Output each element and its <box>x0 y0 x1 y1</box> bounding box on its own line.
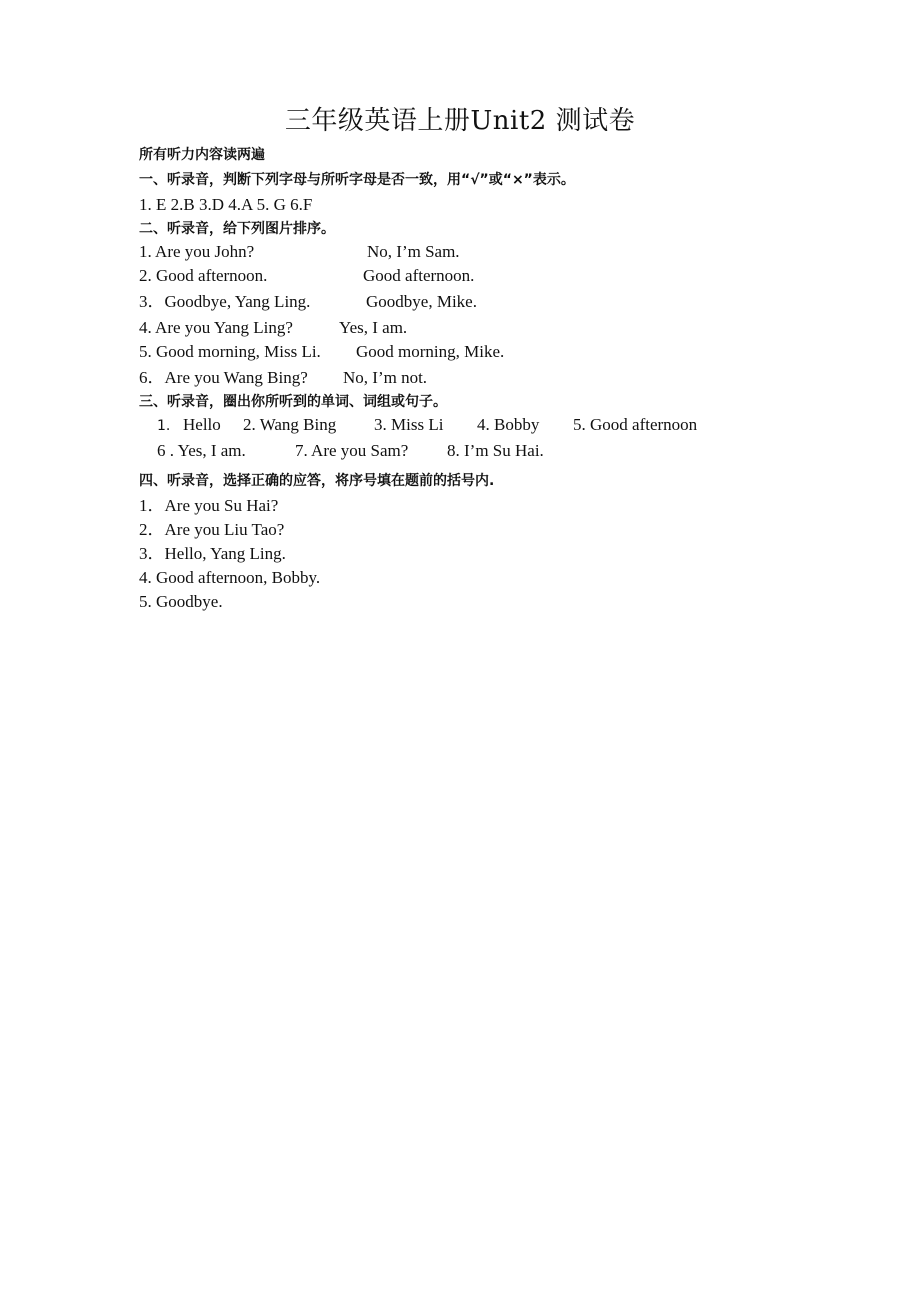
dialogue-1-question: 1. Are you John? <box>139 242 255 261</box>
choice-1-number: 1. <box>157 418 171 434</box>
dialogue-4-answer: Yes, I am. <box>339 318 408 337</box>
choice-6: 6 . Yes, I am. <box>157 441 246 460</box>
choice-8: 8. I’m Su Hai. <box>447 441 544 460</box>
listening-note: 所有听力内容读两遍 <box>139 147 265 163</box>
choice-3: 3. Miss Li <box>374 415 444 434</box>
choice-4: 4. Bobby <box>477 415 540 434</box>
section-1-answers: 1. E 2.B 3.D 4.A 5. G 6.F <box>139 195 313 214</box>
dialogue-6-answer: No, I’m not. <box>343 368 428 387</box>
section-1-heading: 一、听录音，判断下列字母与所听字母是否一致，用“√”或“×”表示。 <box>139 172 575 188</box>
choice-2: 2. Wang Bing <box>243 415 337 434</box>
response-item-1: 1．Are you Su Hai? <box>139 496 279 515</box>
section-4-heading: 四、听录音，选择正确的应答，将序号填在题前的括号内. <box>139 473 495 489</box>
dialogue-6-question: 6．Are you Wang Bing? <box>139 368 308 387</box>
dialogue-3-answer: Goodbye, Mike. <box>366 292 477 311</box>
dialogue-4-question: 4. Are you Yang Ling? <box>139 318 293 337</box>
response-item-4: 4. Good afternoon, Bobby. <box>139 568 321 587</box>
dialogue-2-answer: Good afternoon. <box>363 266 475 285</box>
dialogue-1-answer: No, I’m Sam. <box>367 242 460 261</box>
section-3-heading: 三、听录音，圈出你所听到的单词、词组或句子。 <box>139 394 447 410</box>
dialogue-5-question: 5. Good morning, Miss Li. <box>139 342 321 361</box>
page-title: 三年级英语上册Unit2 测试卷 <box>284 106 636 136</box>
choice-1: Hello <box>183 415 221 434</box>
section-2-heading: 二、听录音，给下列图片排序。 <box>139 221 335 237</box>
response-item-2: 2．Are you Liu Tao? <box>139 520 285 539</box>
response-item-3: 3．Hello, Yang Ling. <box>139 544 286 563</box>
dialogue-2-question: 2. Good afternoon. <box>139 266 268 285</box>
dialogue-3-question: 3．Goodbye, Yang Ling. <box>139 292 311 311</box>
choice-7: 7. Are you Sam? <box>295 441 409 460</box>
response-item-5: 5. Goodbye. <box>139 592 223 611</box>
dialogue-5-answer: Good morning, Mike. <box>356 342 505 361</box>
choice-5: 5. Good afternoon <box>573 415 698 434</box>
